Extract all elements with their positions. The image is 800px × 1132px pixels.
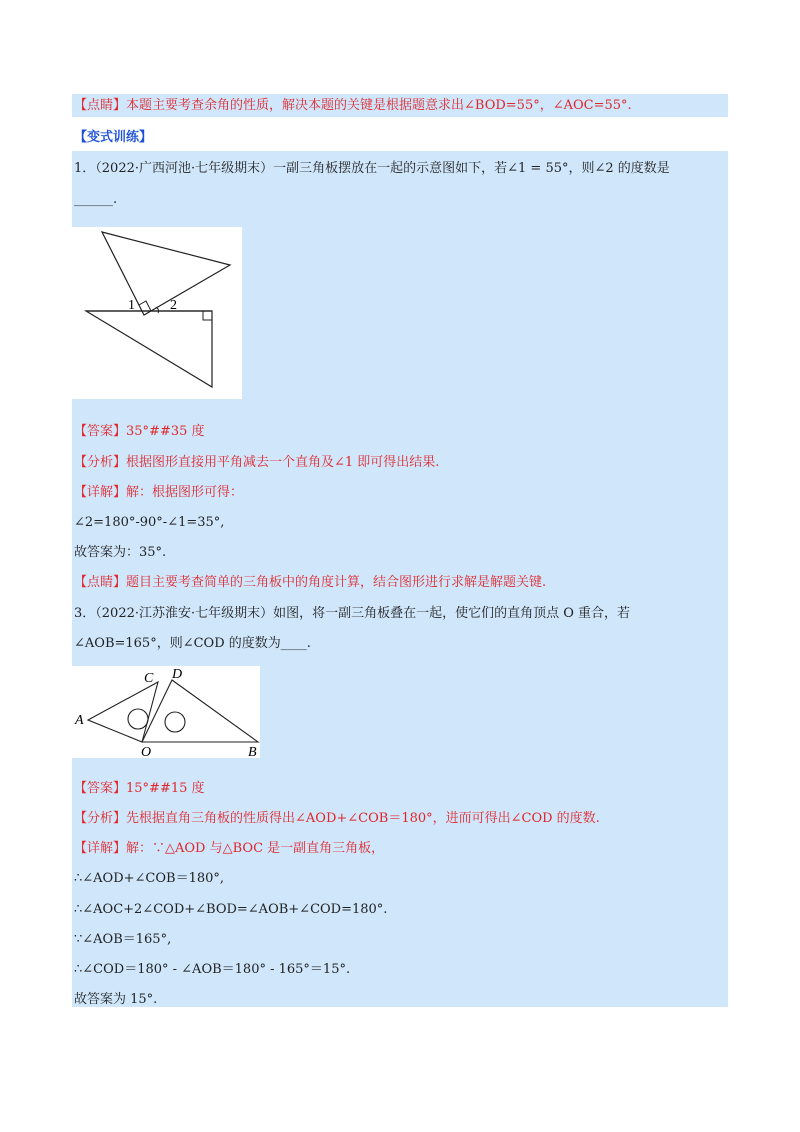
note-tag: 【点睛】 bbox=[74, 98, 127, 113]
analysis-tag: 【分析】 bbox=[74, 811, 127, 826]
point-b-label: B bbox=[248, 745, 257, 758]
q3-detail bbox=[74, 840, 384, 858]
q3-step1: ∴∠AOD+∠COB＝180°, bbox=[74, 871, 225, 886]
answer-tag: 【答案】 bbox=[74, 424, 127, 439]
q1-stem: 1．（2022·广西河池·七年级期末）一副三角板摆放在一起的示意图如下，若∠1 = 55°，则∠2 的度数是 bbox=[74, 161, 670, 176]
q1-figure bbox=[72, 227, 242, 399]
note-tag: 【点睛】 bbox=[74, 575, 127, 590]
q1-conclusion: 故答案为：35°. bbox=[74, 545, 167, 560]
q1-note bbox=[74, 574, 546, 592]
top-note bbox=[74, 97, 632, 115]
overlapping-triangles-diagram bbox=[72, 666, 260, 758]
q1-detail bbox=[74, 484, 243, 502]
analysis-text: 先根据直角三角板的性质得出∠AOD+∠COB＝180°，进而可得出∠COD 的度数. bbox=[126, 811, 600, 826]
q3-stem-2: ∠AOB=165°，则∠COD 的度数为____. bbox=[74, 636, 311, 651]
q1-analysis bbox=[74, 454, 439, 472]
analysis-tag: 【分析】 bbox=[74, 455, 127, 470]
note-text: 本题主要考查余角的性质，解决本题的关键是根据题意求出∠BOD=55°，∠AOC=55°. bbox=[126, 98, 632, 113]
q3-conclusion: 故答案为 15°. bbox=[74, 992, 158, 1007]
angle-1-label: 1 bbox=[128, 298, 135, 313]
point-o-label: O bbox=[141, 745, 152, 758]
q1-blank: ______. bbox=[74, 192, 118, 207]
point-a-label: A bbox=[75, 713, 84, 728]
detail-tag: 【详解】 bbox=[74, 841, 127, 856]
answer-tag: 【答案】 bbox=[74, 781, 127, 796]
q3-answer bbox=[74, 780, 205, 798]
answer-text: 15°##15 度 bbox=[126, 781, 205, 796]
section-title: 【变式训练】 bbox=[74, 130, 153, 145]
angle-2-label: 2 bbox=[170, 298, 177, 313]
q3-figure bbox=[72, 666, 260, 758]
detail-tag: 【详解】 bbox=[74, 485, 127, 500]
q3-step3: ∵∠AOB＝165°, bbox=[74, 932, 172, 947]
q1-step1: ∠2=180°-90°-∠1=35°, bbox=[74, 515, 225, 530]
q3-step2: ∴∠AOC+2∠COD+∠BOD=∠AOB+∠COD=180°. bbox=[74, 902, 388, 917]
q1-answer bbox=[74, 423, 205, 441]
q3-analysis bbox=[74, 810, 600, 828]
detail-text: 解：∵△AOD 与△BOC 是一副直角三角板， bbox=[126, 841, 385, 856]
q3-step4: ∴∠COD＝180° - ∠AOB＝180° - 165°＝15°. bbox=[74, 962, 351, 977]
triangle-rulers-diagram bbox=[72, 227, 242, 399]
point-c-label: C bbox=[144, 671, 154, 686]
analysis-text: 根据图形直接用平角减去一个直角及∠1 即可得出结果. bbox=[126, 455, 440, 470]
detail-text: 解：根据图形可得： bbox=[126, 485, 244, 500]
point-d-label: D bbox=[172, 667, 183, 682]
answer-text: 35°##35 度 bbox=[126, 424, 205, 439]
q3-stem: 3．（2022·江苏淮安·七年级期末）如图，将一副三角板叠在一起，使它们的直角顶点 O 重合，若 bbox=[74, 606, 631, 621]
note-text: 题目主要考查简单的三角板中的角度计算，结合图形进行求解是解题关键. bbox=[126, 575, 547, 590]
